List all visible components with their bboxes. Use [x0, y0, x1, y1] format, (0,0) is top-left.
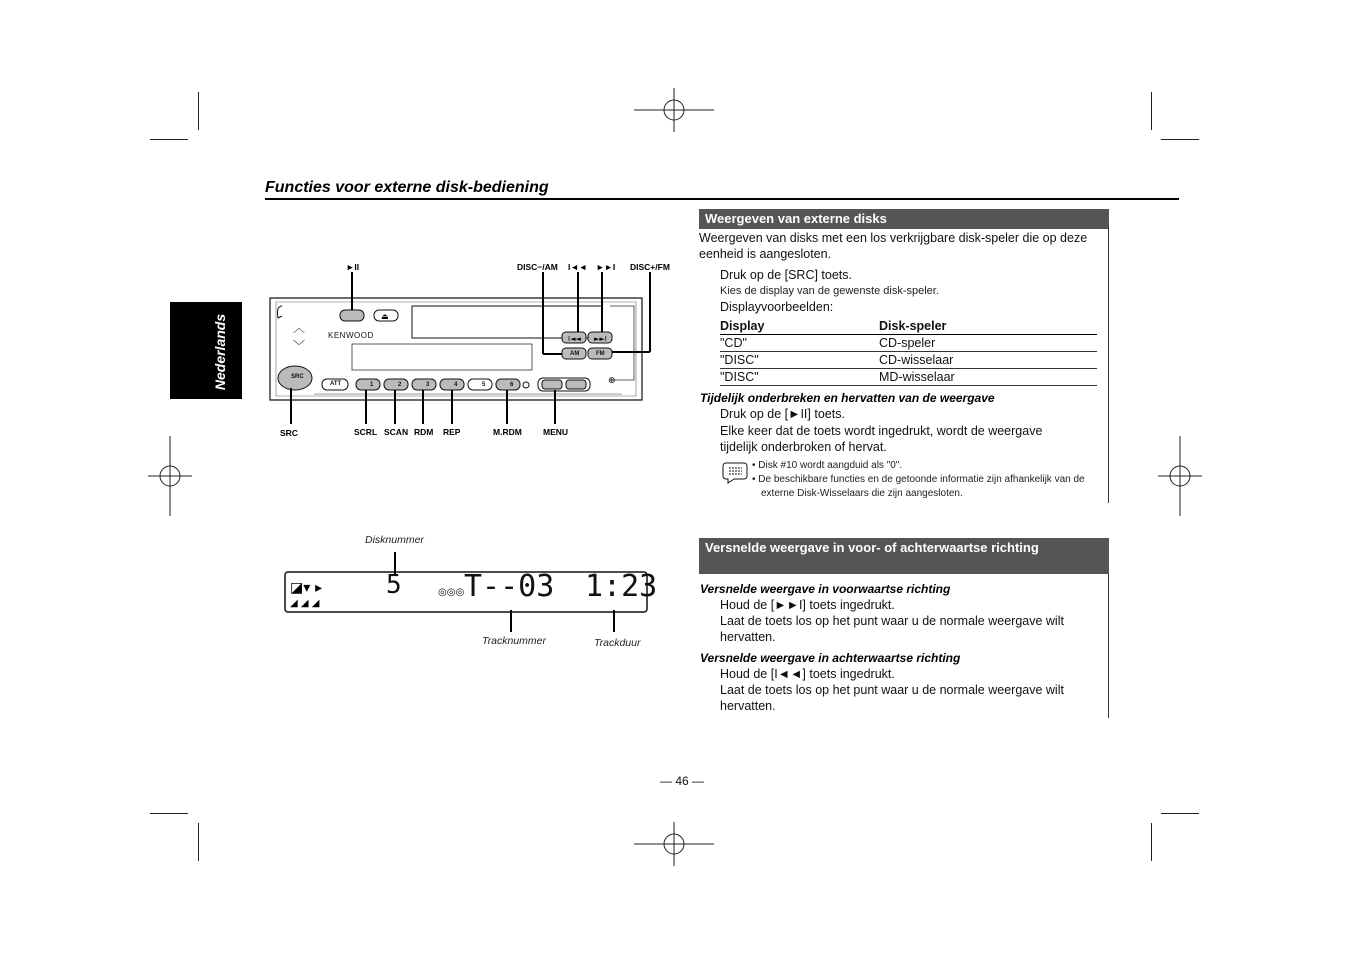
display-table-col-player: Disk-speler: [879, 318, 1097, 335]
brand-logo: KENWOOD: [328, 331, 374, 340]
svg-text:◎◎◎: ◎◎◎: [438, 587, 465, 598]
pause-heading: Tijdelijk onderbreken en hervatten van de weergave: [700, 391, 995, 405]
table-cell: CD-wisselaar: [879, 352, 1097, 369]
lcd-track-time: 1:23: [585, 569, 658, 604]
caption-tracknummer: Tracknummer: [482, 635, 546, 647]
svg-text:﹀: ﹀: [293, 339, 306, 353]
fwd-heading: Versnelde weergave in voorwaartse richting: [700, 582, 951, 596]
table-cell: CD-speler: [879, 335, 1097, 352]
bwd-step: Houd de [I◄◄] toets ingedrukt.: [720, 667, 895, 681]
label-menu: MENU: [543, 427, 569, 437]
preset-2-face: 2: [398, 382, 402, 388]
label-mrdm: M.RDM: [493, 427, 522, 437]
table-cell: MD-wisselaar: [879, 369, 1097, 386]
fwd-note: Laat de toets los op het punt waar u de normale weergave wilt hervatten.: [720, 614, 1064, 644]
language-tab: [170, 302, 242, 399]
title-rule: [265, 198, 1179, 200]
lcd-disc-number: 5: [386, 570, 402, 600]
label-src: SRC: [280, 428, 298, 438]
fwd-step: Houd de [►►I] toets ingedrukt.: [720, 598, 895, 612]
notes-list: [752, 459, 1097, 501]
preset-5-face: 5: [482, 382, 486, 388]
label-disc-minus: DISC−/AM: [517, 262, 558, 272]
page-title: Functies voor externe disk-bediening: [265, 179, 549, 196]
section1-header: Weergeven van externe disks: [699, 209, 1109, 229]
fm-button-face: FM: [596, 351, 605, 357]
registration-mark-left: [148, 436, 192, 516]
label-rdm: RDM: [414, 427, 434, 437]
language-tab-label: Nederlands: [212, 313, 228, 391]
registration-mark-top: [634, 88, 714, 132]
pause-step: Druk op de [►II] toets.: [720, 407, 845, 421]
table-row: [720, 335, 1097, 352]
preset-1-face: 1: [370, 382, 374, 388]
head-unit-drawing: [262, 270, 672, 430]
preset-3-face: 3: [426, 382, 430, 388]
svg-text:◪▾ ▸: ◪▾ ▸: [290, 580, 323, 596]
table-row: [720, 369, 1097, 386]
svg-text:⊕: ⊕: [608, 376, 616, 386]
label-scrl: SCRL: [354, 427, 378, 437]
note-text-2: De beschikbare functies en de getoonde informatie zijn afhankelijk van de externe Disk-Wisselaars die zijn aangesloten.: [758, 474, 1085, 499]
src-button-face: SRC: [291, 374, 304, 380]
svg-text:►►I: ►►I: [594, 335, 607, 343]
bwd-heading: Versnelde weergave in achterwaartse richting: [700, 651, 961, 665]
label-disc-plus: DISC+/FM: [630, 262, 670, 272]
label-rep: REP: [443, 427, 461, 437]
list-item: • De beschikbare functies en de getoonde informatie zijn afhankelijk van de externe Disk-Wisselaars die zijn aangesloten.: [752, 474, 1085, 499]
pause-note: Elke keer dat de toets wordt ingedrukt, wordt de weergave tijdelijk onderbroken of hervat.: [720, 424, 1043, 454]
registration-mark-bottom: [634, 822, 714, 866]
display-table: [720, 318, 1097, 386]
svg-text:I◄◄: I◄◄: [568, 335, 581, 343]
am-button-face: AM: [570, 351, 580, 357]
section2-header: Versnelde weergave in voor- of achterwaartse richting: [699, 538, 1109, 574]
table-cell: "DISC": [720, 352, 879, 369]
section2-right-rule: [1108, 574, 1109, 718]
table-cell: "CD": [720, 335, 879, 352]
section1-intro: Weergeven van disks met een los verkrijgbare disk-speler die op deze eenheid is aangesloten.: [699, 231, 1088, 261]
page-number: — 46 —: [660, 774, 705, 788]
preset-6-face: 6: [510, 382, 514, 388]
label-next: ►►I: [596, 262, 616, 272]
list-item: • Disk #10 wordt aangduid als "0".: [752, 460, 903, 471]
display-table-col-display: Display: [720, 318, 879, 335]
svg-text:︿: ︿: [293, 321, 306, 335]
section1-examples-label: Displayvoorbeelden:: [720, 300, 834, 314]
label-prev: I◄◄: [568, 262, 588, 272]
svg-text:◢ ◢ ◢: ◢ ◢ ◢: [290, 598, 320, 609]
note-text-1: Disk #10 wordt aangduid als "0".: [758, 460, 903, 471]
display-table-header: [720, 318, 1097, 335]
table-cell: "DISC": [720, 369, 879, 386]
bwd-note: Laat de toets los op het punt waar u de normale weergave wilt hervatten.: [720, 683, 1064, 713]
preset-4-face: 4: [454, 382, 458, 388]
label-scan: SCAN: [384, 427, 409, 437]
registration-mark-right: [1158, 436, 1202, 516]
section1-step-note: Kies de display van de gewenste disk-speler.: [720, 285, 939, 297]
note-icon: [722, 460, 748, 484]
svg-text:⏏: ⏏: [381, 312, 389, 321]
section1-right-rule: [1108, 227, 1109, 503]
caption-trackduur: Trackduur: [594, 637, 641, 649]
table-row: [720, 352, 1097, 369]
caption-disknummer: Disknummer: [365, 534, 424, 546]
att-button-face: ATT: [330, 381, 342, 387]
section1-step: Druk op de [SRC] toets.: [720, 268, 853, 282]
label-play-pause: ►II: [346, 262, 360, 272]
lcd-track-number: T--03: [464, 569, 555, 604]
